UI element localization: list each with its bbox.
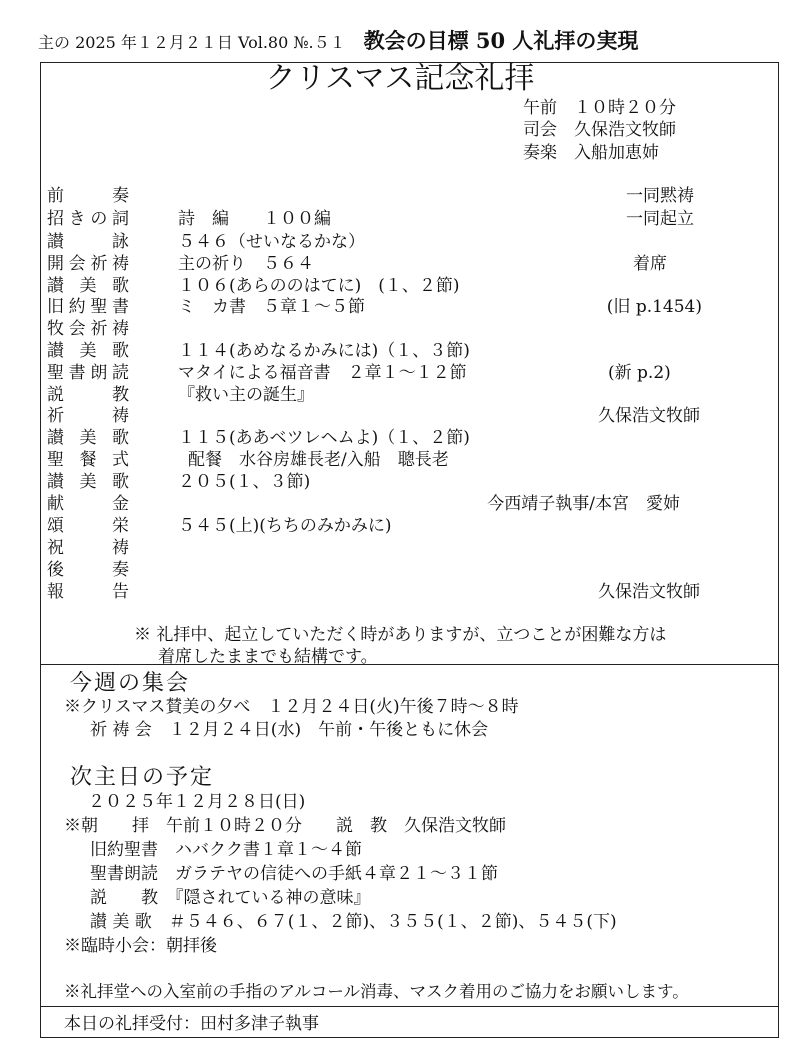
order-content: 詩 編 １００編 xyxy=(178,209,331,229)
service-time: 午前 １０時２０分 xyxy=(523,98,676,118)
next-sunday-title: 次主日の予定 xyxy=(70,765,215,790)
church-motto: 教会の目標 50 人礼拝の実現 xyxy=(363,28,639,53)
this-week-title: 今週の集会 xyxy=(70,671,191,696)
order-label: 前奏 xyxy=(47,186,129,206)
order-label: 聖書朗読 xyxy=(47,363,129,383)
order-right: 一同黙祷 xyxy=(626,186,694,206)
hygiene-note: ※礼拝堂への入室前の手指のアルコール消毒、マスク着用のご協力をお願いします。 xyxy=(64,982,689,1001)
service-title: クリスマス記念礼拝 xyxy=(265,61,535,96)
order-label: 祈祷 xyxy=(47,406,129,426)
order-content: マタイによる福音書 ２章１～１２節 xyxy=(178,363,467,383)
order-right: 久保浩文牧師 xyxy=(598,582,700,602)
service-music: 奏楽 入船加恵姉 xyxy=(523,143,659,163)
order-content: 『救い主の誕生』 xyxy=(178,385,314,405)
next-sunday-line: ※朝 拝 午前１０時２０分 説 教 久保浩文牧師 xyxy=(64,816,506,836)
order-right: 一同起立 xyxy=(626,209,694,229)
order-content: 主の祈り ５６４ xyxy=(178,254,314,274)
reception-line: 本日の礼拝受付：田村多津子執事 xyxy=(64,1014,319,1034)
order-right: 着席 xyxy=(633,254,667,274)
order-content: ５４６（せいなるかな） xyxy=(178,232,365,252)
order-content: １１５(ああベツレヘムよ)（１、２節) xyxy=(178,428,470,448)
this-week-line: 祈 祷 会 １２月２４日(水) 午前・午後ともに休会 xyxy=(90,720,489,740)
next-sunday-line: 説 教 『隠されている神の意味』 xyxy=(90,888,371,908)
order-content: １０６(あらののはてに) (１、２節) xyxy=(178,276,460,296)
order-label: 讃美歌 xyxy=(47,276,129,296)
order-label: 献金 xyxy=(47,494,129,514)
order-label: 讃詠 xyxy=(47,232,129,252)
order-label: 讃美歌 xyxy=(47,341,129,361)
bulletin-header xyxy=(38,30,638,51)
standing-note-line1: ※ 礼拝中、起立していただく時がありますが、立つことが困難な方は xyxy=(134,625,667,645)
standing-note-line2: 着席したままでも結構です。 xyxy=(158,647,378,667)
order-label: 招きの詞 xyxy=(47,209,129,229)
order-label: 頌栄 xyxy=(47,516,129,536)
order-label: 開会祈祷 xyxy=(47,254,129,274)
order-label: 讃美歌 xyxy=(47,472,129,492)
order-label: 聖餐式 xyxy=(47,450,129,470)
divider-line xyxy=(40,1006,779,1007)
service-presider: 司会 久保浩文牧師 xyxy=(523,120,676,140)
order-right: (新 p.2) xyxy=(608,363,671,383)
order-content: ミ カ書 ５章１～５節 xyxy=(178,297,365,317)
order-content: 配餐 水谷房雄長老/入船 聰長老 xyxy=(188,450,449,470)
order-content: ５４５(上)(ちちのみかみに) xyxy=(178,516,392,536)
next-sunday-line: ※臨時小会：朝拝後 xyxy=(64,936,217,956)
order-label: 後奏 xyxy=(47,560,129,580)
order-label: 説教 xyxy=(47,385,129,405)
order-label: 旧約聖書 xyxy=(47,297,129,317)
divider-line xyxy=(40,664,779,665)
date-line: 主の 2025 年１２月２１日 Vol.80 №.５１ xyxy=(38,33,346,52)
next-sunday-line: ２０２５年１２月２８日(日) xyxy=(88,792,306,812)
order-right: 今西靖子執事/本宮 愛姉 xyxy=(487,494,680,514)
order-right: 久保浩文牧師 xyxy=(598,406,700,426)
order-label: 祝祷 xyxy=(47,538,129,558)
next-sunday-line: 聖書朗読 ガラテヤの信徒への手紙４章２１～３１節 xyxy=(90,864,498,884)
order-content: １１４(あめなるかみには)（１、３節) xyxy=(178,341,470,361)
order-content: ２０５(１、３節) xyxy=(178,472,311,492)
next-sunday-line: 旧約聖書 ハバクク書１章１～４節 xyxy=(90,840,362,860)
order-label: 讃美歌 xyxy=(47,428,129,448)
this-week-line: ※クリスマス賛美の夕べ １２月２４日(火)午後７時～８時 xyxy=(64,697,519,717)
order-label: 牧会祈祷 xyxy=(47,319,129,339)
order-right: (旧 p.1454) xyxy=(606,297,702,317)
order-label: 報告 xyxy=(47,582,129,602)
next-sunday-line: 讃 美 歌 ＃５４６、６７(１、２節)、３５５(１、２節)、５４５(下) xyxy=(90,912,617,932)
